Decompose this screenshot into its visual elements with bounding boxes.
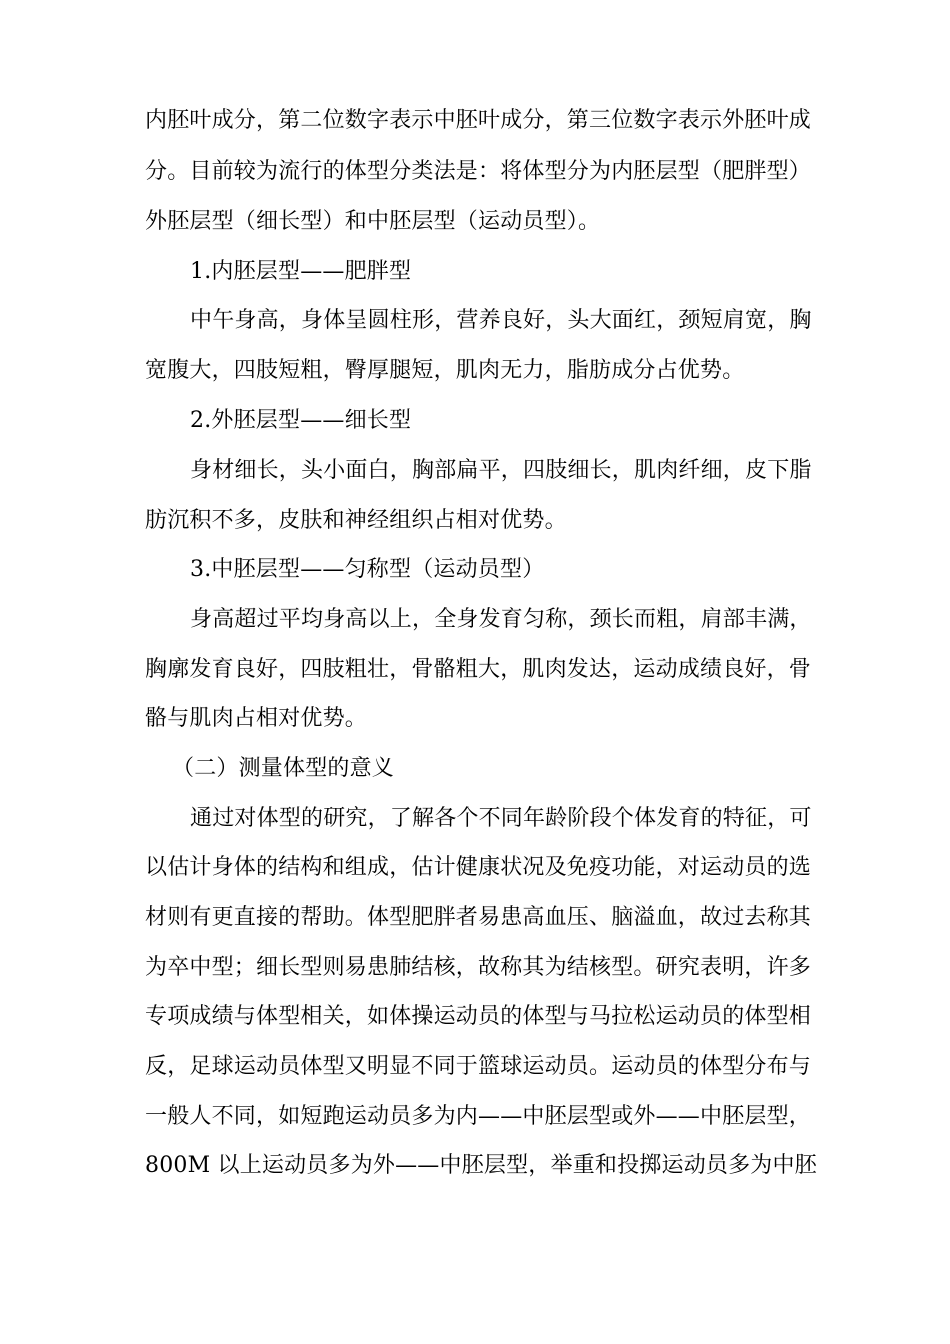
- section-heading: 2.外胚层型——细长型: [190, 408, 412, 433]
- paragraph-line: 为卒中型；细长型则易患肺结核，故称其为结核型。研究表明，许多: [145, 955, 812, 980]
- paragraph-line: 通过对体型的研究，了解各个不同年龄阶段个体发育的特征，可: [190, 806, 812, 831]
- paragraph-line: 宽腹大，四肢短粗，臀厚腿短，肌肉无力，脂肪成分占优势。: [145, 358, 745, 383]
- paragraph-line: 分。目前较为流行的体型分类法是：将体型分为内胚层型（肥胖型）: [145, 159, 812, 184]
- paragraph-line: 肪沉积不多，皮肤和神经组织占相对优势。: [145, 508, 567, 533]
- paragraph-line: 专项成绩与体型相关，如体操运动员的体型与马拉松运动员的体型相: [145, 1004, 812, 1029]
- paragraph-line: 外胚层型（细长型）和中胚层型（运动员型）。: [145, 209, 601, 234]
- section-heading: 1.内胚层型——肥胖型: [190, 259, 412, 284]
- section-heading: （二）测量体型的意义: [172, 756, 395, 781]
- paragraph-line: 骼与肌肉占相对优势。: [145, 706, 368, 731]
- paragraph-line: 胸廓发育良好，四肢粗壮，骨骼粗大，肌肉发达，运动成绩良好，骨: [145, 657, 812, 682]
- paragraph-line: 以估计身体的结构和组成，估计健康状况及免疫功能，对运动员的选: [145, 855, 812, 880]
- section-heading: 3.中胚层型——匀称型（运动员型）: [190, 557, 545, 582]
- paragraph-line: 身高超过平均身高以上，全身发育匀称，颈长而粗，肩部丰满，: [190, 607, 812, 632]
- paragraph-line: 800M 以上运动员多为外——中胚层型，举重和投掷运动员多为中胚: [145, 1153, 817, 1178]
- paragraph-line: 中午身高，身体呈圆柱形，营养良好，头大面红，颈短肩宽，胸: [190, 308, 812, 333]
- paragraph-line: 身材细长，头小面白，胸部扁平，四肢细长，肌肉纤细，皮下脂: [190, 458, 812, 483]
- paragraph-line: 反，足球运动员体型又明显不同于篮球运动员。运动员的体型分布与: [145, 1054, 812, 1079]
- paragraph-line: 内胚叶成分，第二位数字表示中胚叶成分，第三位数字表示外胚叶成: [145, 108, 812, 133]
- paragraph-line: 一般人不同，如短跑运动员多为内——中胚层型或外——中胚层型，: [145, 1104, 812, 1129]
- paragraph-line: 材则有更直接的帮助。体型肥胖者易患高血压、脑溢血，故过去称其: [145, 905, 812, 930]
